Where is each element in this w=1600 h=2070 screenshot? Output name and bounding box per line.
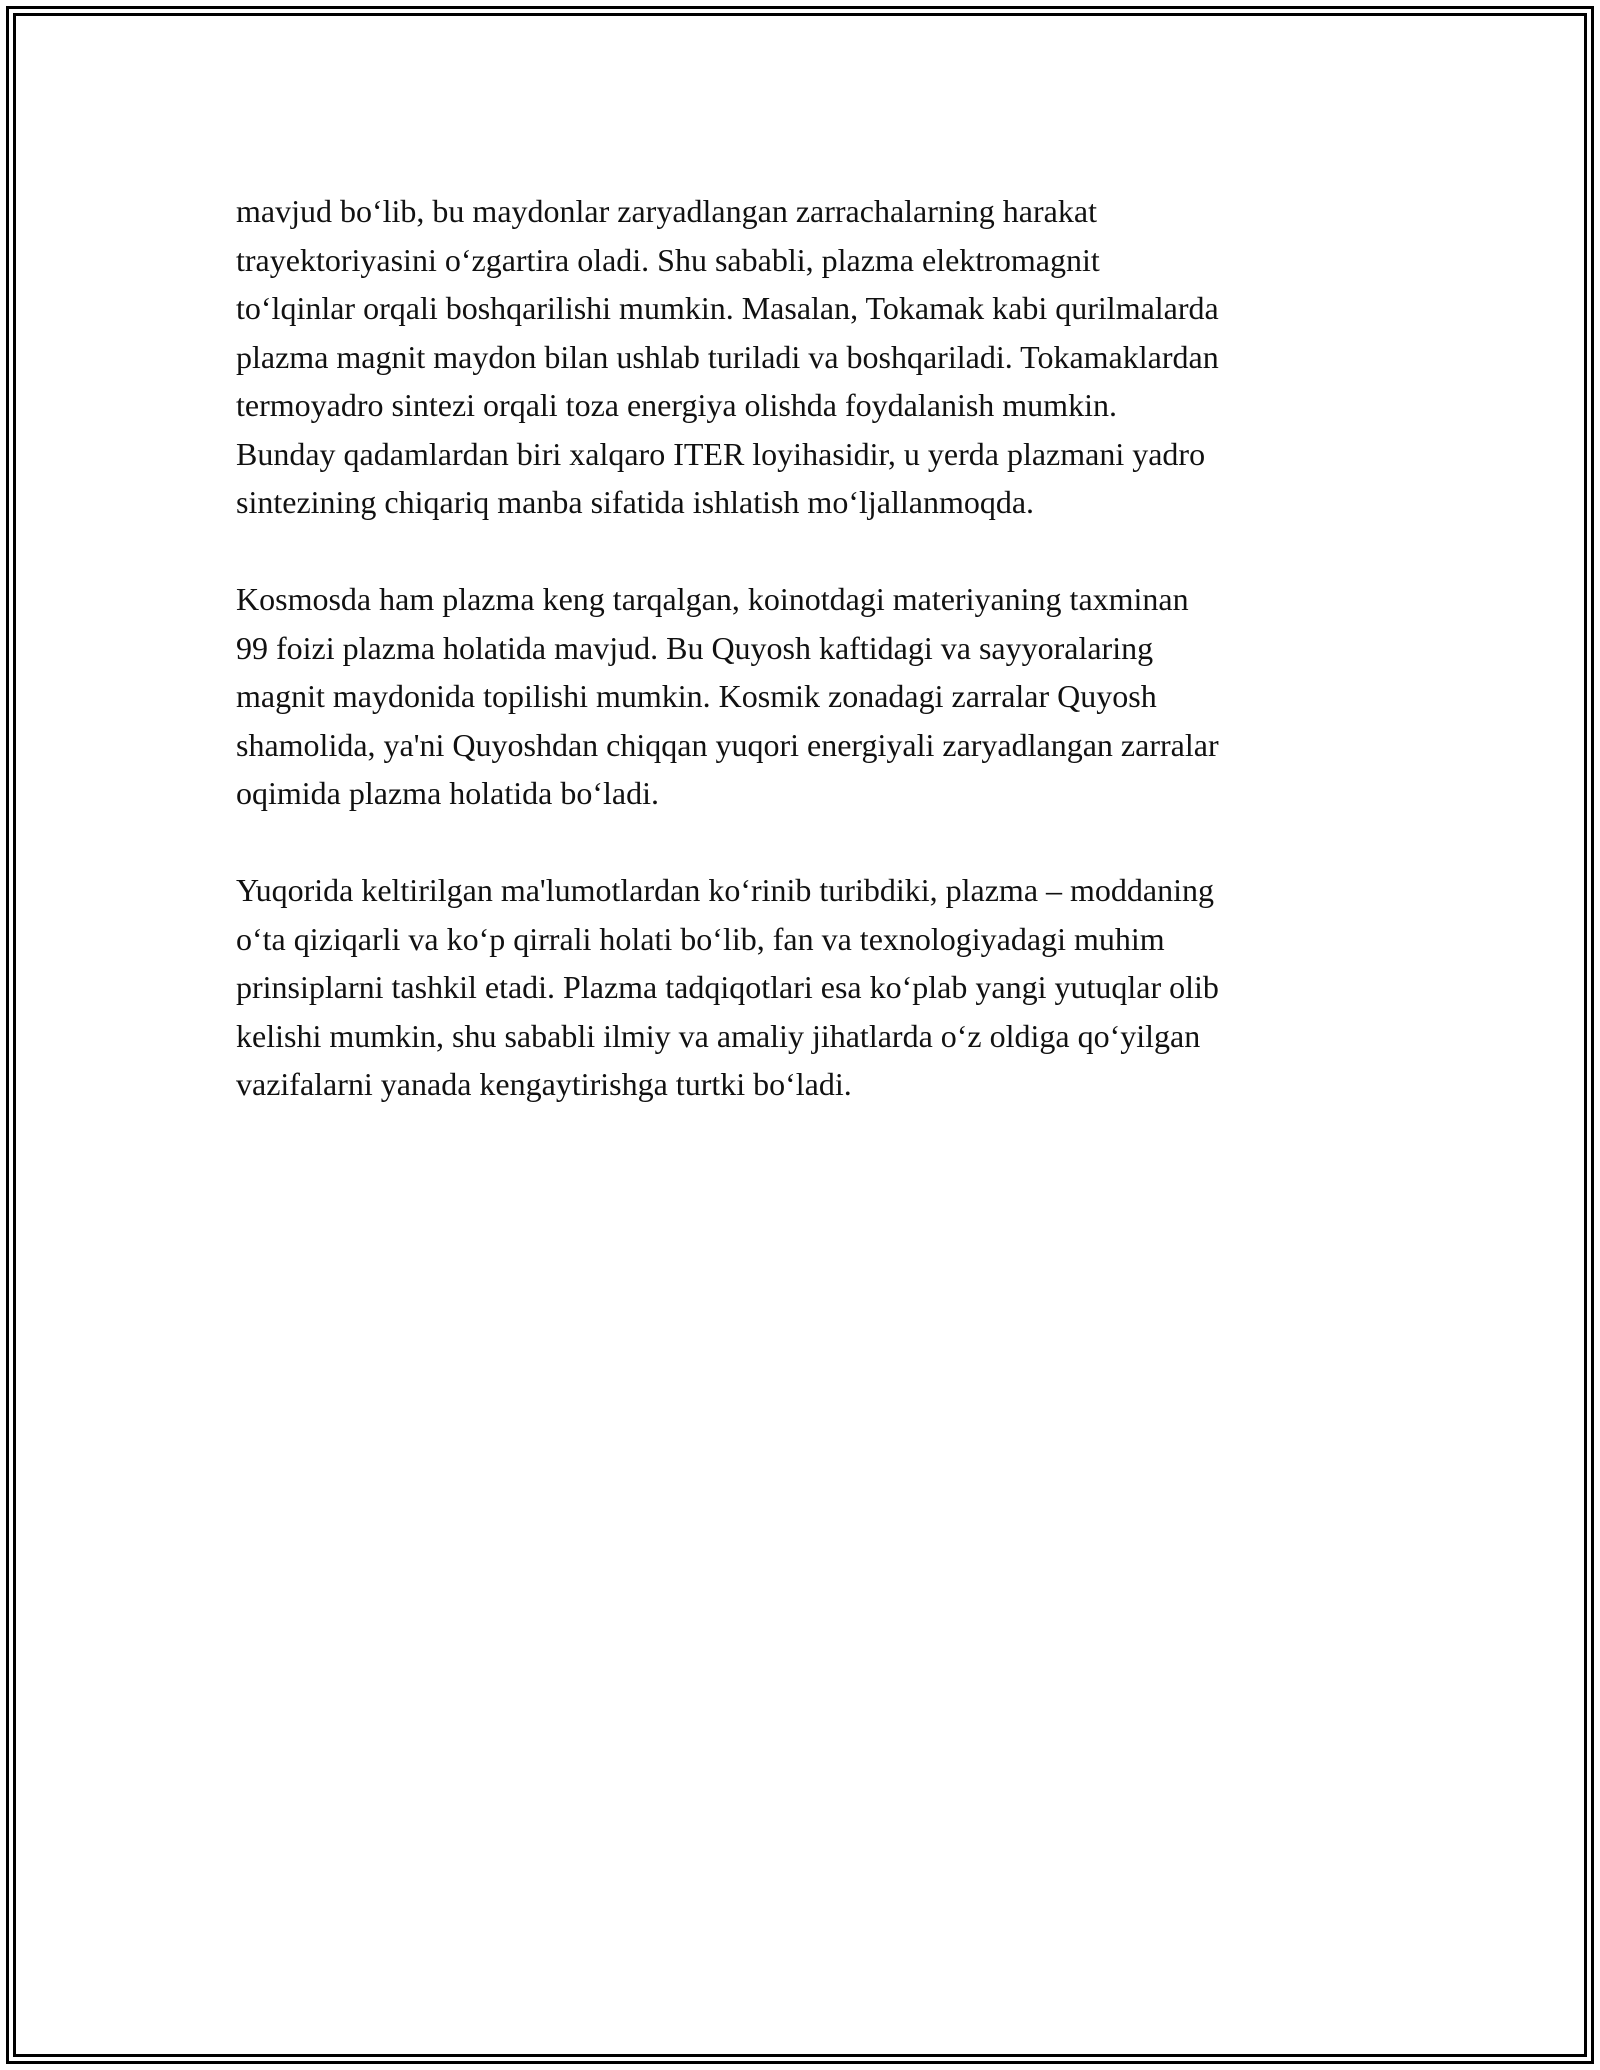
text-line: prinsiplarni tashkil etadi. Plazma tadqiqotlari esa koʻplab yangi yutuqlar olib: [236, 969, 1219, 1005]
document-body: [236, 187, 1376, 1157]
text-line: magnit maydonida topilishi mumkin. Kosmik zonadagi zarralar Quyosh: [236, 678, 1157, 714]
text-line: Bunday qadamlardan biri xalqaro ITER loyihasidir, u yerda plazmani yadro: [236, 435, 1206, 472]
text-line: toʻlqinlar orqali boshqarilishi mumkin. Masalan, Tokamak kabi qurilmalarda: [236, 290, 1219, 326]
paragraph-conclusion: [236, 866, 1376, 1109]
text-line: oqimida plazma holatida boʻladi.: [236, 775, 659, 811]
paragraph-magnetic-fields: [236, 187, 1376, 527]
text-line: termoyadro sintezi orqali toza energiya olishda foydalanish mumkin.: [236, 387, 1117, 423]
text-line: vazifalarni yanada kengaytirishga turtki boʻladi.: [236, 1066, 852, 1102]
text-line: sintezining chiqariq manba sifatida ishlatish moʻljallanmoqda.: [236, 484, 1035, 520]
text-line: mavjud boʻlib, bu maydonlar zaryadlangan zarrachalarning harakat: [236, 193, 1097, 229]
text-line: oʻta qiziqarli va koʻp qirrali holati boʻlib, fan va texnologiyadagi muhim: [236, 920, 1165, 957]
text-line: trayektoriyasini oʻzgartira oladi. Shu sababli, plazma elektromagnit: [236, 241, 1100, 278]
text-line: Yuqorida keltirilgan ma'lumotlardan koʻrinib turibdiki, plazma – moddaning: [236, 872, 1214, 908]
text-line: 99 foizi plazma holatida mavjud. Bu Quyosh kaftidagi va sayyoralaring: [236, 629, 1154, 666]
text-line: kelishi mumkin, shu sababli ilmiy va amaliy jihatlarda oʻz oldiga qoʻyilgan: [236, 1017, 1201, 1054]
text-line: plazma magnit maydon bilan ushlab turiladi va boshqariladi. Tokamaklardan: [236, 338, 1219, 375]
paragraph-cosmos: [236, 575, 1376, 818]
text-line: shamolida, ya'ni Quyoshdan chiqqan yuqori energiyali zaryadlangan zarralar: [236, 726, 1219, 763]
text-line: Kosmosda ham plazma keng tarqalgan, koinotdagi materiyaning taxminan: [236, 581, 1189, 617]
